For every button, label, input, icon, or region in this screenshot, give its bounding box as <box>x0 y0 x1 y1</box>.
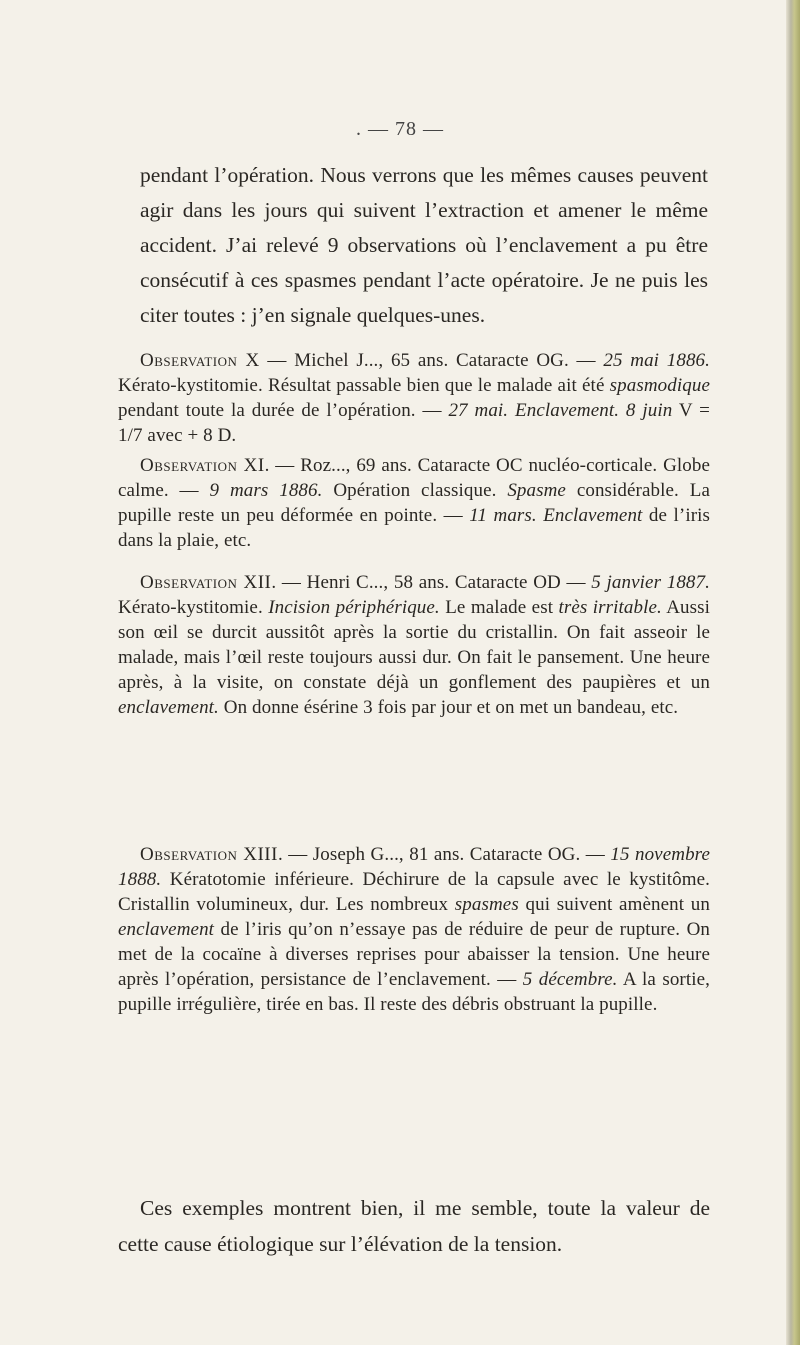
observation-x <box>118 348 710 448</box>
observation-paragraph: Observation XI. — Roz..., 69 ans. Cataracte OC nucléo-corticale. Globe calme. — 9 mars 1886. Opération classique. Spasme considérable. La pupille reste un peu déformée en pointe. — 11 mars. Enclavement de l’iris dans la plaie, etc. <box>118 455 710 551</box>
observation-paragraph: Observation XIII. — Joseph G..., 81 ans. Cataracte OG. — 15 novembre 1888. Kératotomie inférieure. Déchirure de la capsule avec le kystitôme. Cristallin volumineux, dur. Les nombreux spasmes qui suivent amènent un enclavement de l’iris qu’on n’essaye pas de réduire de peur de rupture. On met de la cocaïne à diverses reprises pour abaisser la tension. Une heure après l’opération, persistance de l’enclavement. — 5 décembre. A la sortie, pupille irrégulière, tirée en bas. Il reste des débris obstruant la pupille. <box>118 844 710 1015</box>
conclusion-paragraph <box>118 1190 710 1262</box>
observation-label: Observation XI <box>140 455 265 476</box>
observation-paragraph: Observation XII. — Henri C..., 58 ans. Cataracte OD — 5 janvier 1887. Kérato-kystitomie. Incision périphérique. Le malade est très irritable. Aussi son œil se durcit aussitôt après la sortie du cristallin. On fait asseoir le malade, mais l’œil reste toujours aussi dur. On fait le pansement. Une heure après, à la visite, on constate déjà un gonflement des paupières et un enclavement. On donne ésérine 3 fois par jour et on met un bandeau, etc. <box>118 572 710 718</box>
page-edge <box>786 0 800 1345</box>
observation-label: Observation XIII <box>140 844 278 865</box>
observation-xi <box>118 453 710 553</box>
observation-label: Observation X <box>140 350 260 371</box>
observation-xii <box>118 570 710 720</box>
observation-xiii <box>118 842 710 1017</box>
observation-paragraph: Observation X — Michel J..., 65 ans. Cataracte OG. — 25 mai 1886. Kérato-kystitomie. Résultat passable bien que le malade ait été spasmodique pendant toute la durée de l’opération. — 27 mai. Enclavement. 8 juin V = 1/7 avec + 8 D. <box>118 350 710 446</box>
page-number: . — 78 — <box>356 118 444 140</box>
conclusion-text: Ces exemples montrent bien, il me semble, toute la valeur de cette cause étiologique sur l’élévation de la tension. <box>118 1196 710 1256</box>
observation-label: Observation XII <box>140 572 272 593</box>
intro-paragraph <box>140 158 708 333</box>
intro-text: pendant l’opération. Nous verrons que les mêmes causes peuvent agir dans les jours qui suivent l’extraction et amener le même accident. J’ai relevé 9 observations où l’enclavement a pu être consécutif à ces spasmes pendant l’acte opératoire. Je ne puis les citer toutes : j’en signale quelques-unes. <box>140 163 708 327</box>
